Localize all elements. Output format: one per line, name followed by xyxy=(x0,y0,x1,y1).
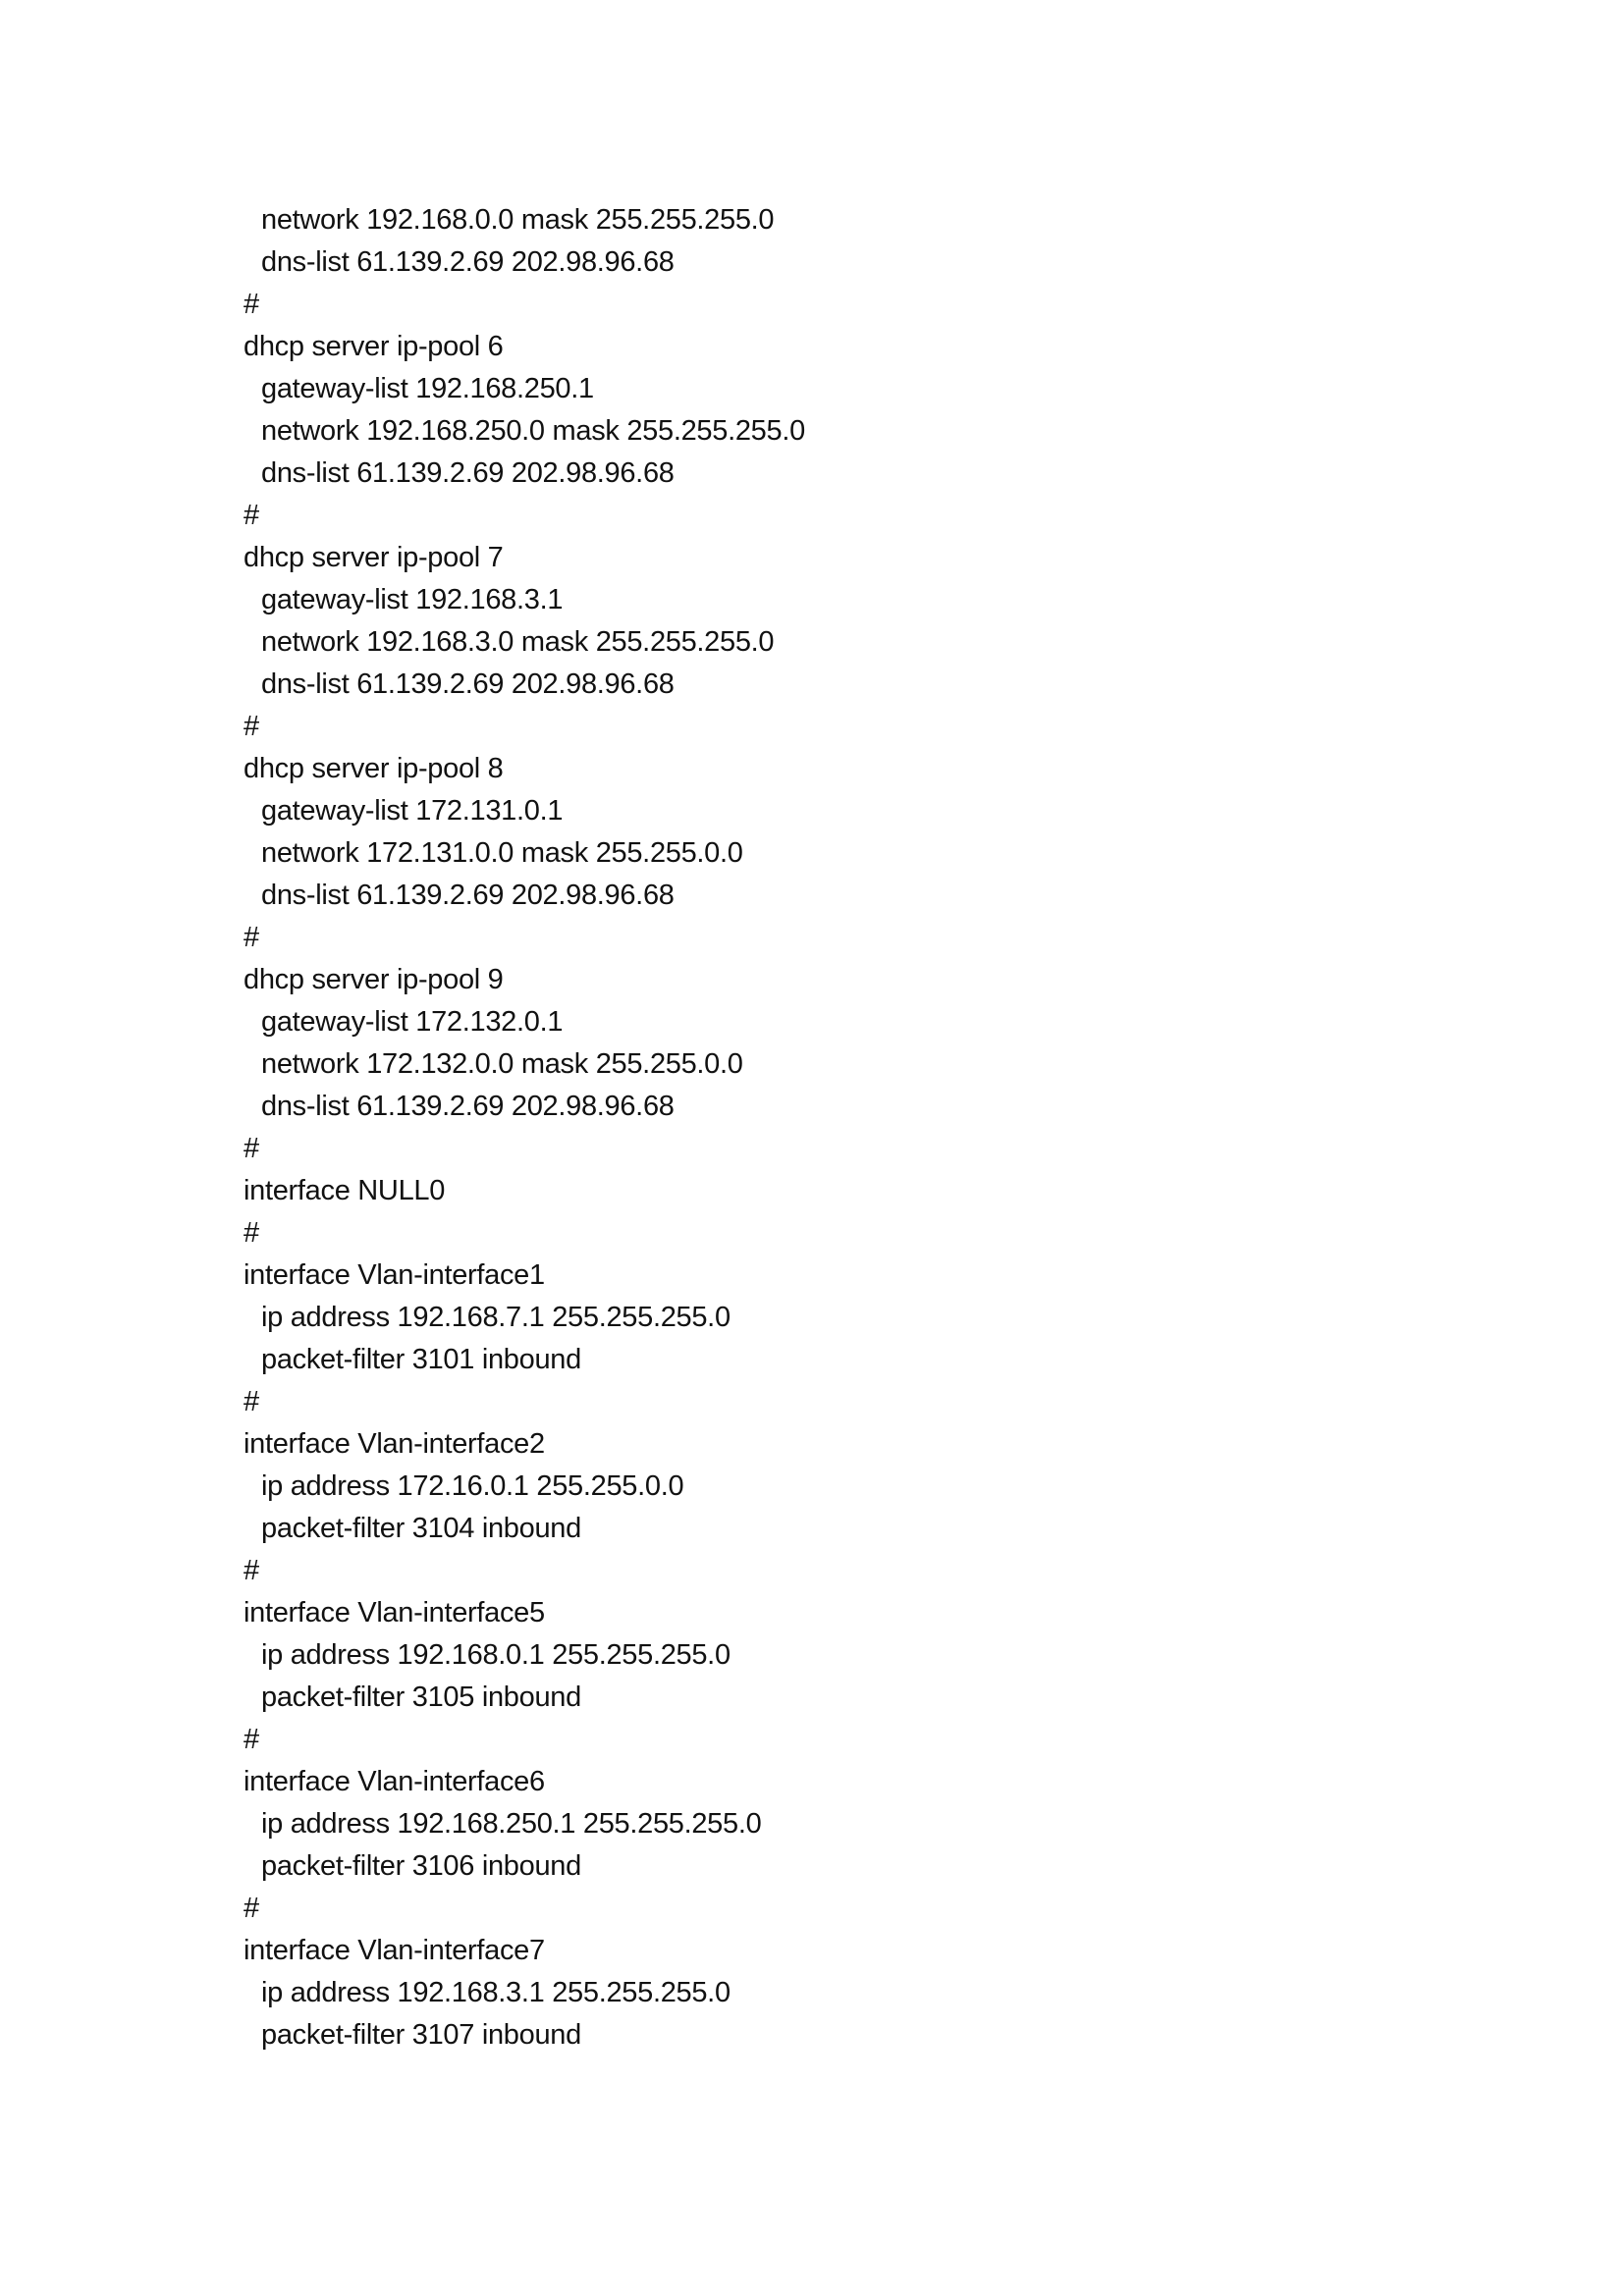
config-line: packet-filter 3107 inbound xyxy=(261,2019,581,2051)
config-line: dhcp server ip-pool 7 xyxy=(244,542,504,573)
config-line: ip address 172.16.0.1 255.255.0.0 xyxy=(261,1470,684,1502)
config-line: # xyxy=(244,500,259,531)
config-line: # xyxy=(244,1724,259,1755)
config-line: gateway-list 192.168.3.1 xyxy=(261,584,564,615)
config-line: # xyxy=(244,1217,259,1249)
config-line: network 192.168.250.0 mask 255.255.255.0 xyxy=(261,415,805,447)
config-line: # xyxy=(244,289,259,320)
config-line: ip address 192.168.250.1 255.255.255.0 xyxy=(261,1808,762,1840)
config-line: network 192.168.3.0 mask 255.255.255.0 xyxy=(261,626,775,658)
config-line: ip address 192.168.3.1 255.255.255.0 xyxy=(261,1977,731,2008)
config-line: gateway-list 192.168.250.1 xyxy=(261,373,594,404)
config-line: network 172.132.0.0 mask 255.255.0.0 xyxy=(261,1048,743,1080)
config-line: # xyxy=(244,1386,259,1417)
config-line: # xyxy=(244,1555,259,1586)
config-line: interface NULL0 xyxy=(244,1175,446,1206)
config-line: packet-filter 3104 inbound xyxy=(261,1513,581,1544)
config-line: interface Vlan-interface7 xyxy=(244,1935,545,1966)
config-line: packet-filter 3101 inbound xyxy=(261,1344,581,1375)
config-line: network 192.168.0.0 mask 255.255.255.0 xyxy=(261,204,775,236)
config-line: dhcp server ip-pool 9 xyxy=(244,964,504,995)
config-line: dhcp server ip-pool 8 xyxy=(244,753,504,784)
config-line: interface Vlan-interface5 xyxy=(244,1597,545,1629)
config-line: network 172.131.0.0 mask 255.255.0.0 xyxy=(261,837,743,869)
config-line: interface Vlan-interface2 xyxy=(244,1428,545,1460)
config-line: # xyxy=(244,922,259,953)
config-line: # xyxy=(244,1133,259,1164)
config-line: dns-list 61.139.2.69 202.98.96.68 xyxy=(261,246,675,278)
config-line: packet-filter 3106 inbound xyxy=(261,1850,581,1882)
config-line: # xyxy=(244,711,259,742)
config-line: # xyxy=(244,1893,259,1924)
config-line: dhcp server ip-pool 6 xyxy=(244,331,504,362)
config-line: gateway-list 172.131.0.1 xyxy=(261,795,564,827)
config-line: interface Vlan-interface6 xyxy=(244,1766,545,1797)
config-line: dns-list 61.139.2.69 202.98.96.68 xyxy=(261,668,675,700)
config-line: ip address 192.168.0.1 255.255.255.0 xyxy=(261,1639,731,1671)
config-line: interface Vlan-interface1 xyxy=(244,1259,545,1291)
config-line: gateway-list 172.132.0.1 xyxy=(261,1006,564,1038)
config-line: dns-list 61.139.2.69 202.98.96.68 xyxy=(261,1091,675,1122)
config-line: ip address 192.168.7.1 255.255.255.0 xyxy=(261,1302,731,1333)
config-text xyxy=(244,199,805,2056)
config-line: dns-list 61.139.2.69 202.98.96.68 xyxy=(261,880,675,911)
config-line: dns-list 61.139.2.69 202.98.96.68 xyxy=(261,457,675,489)
config-line: packet-filter 3105 inbound xyxy=(261,1682,581,1713)
